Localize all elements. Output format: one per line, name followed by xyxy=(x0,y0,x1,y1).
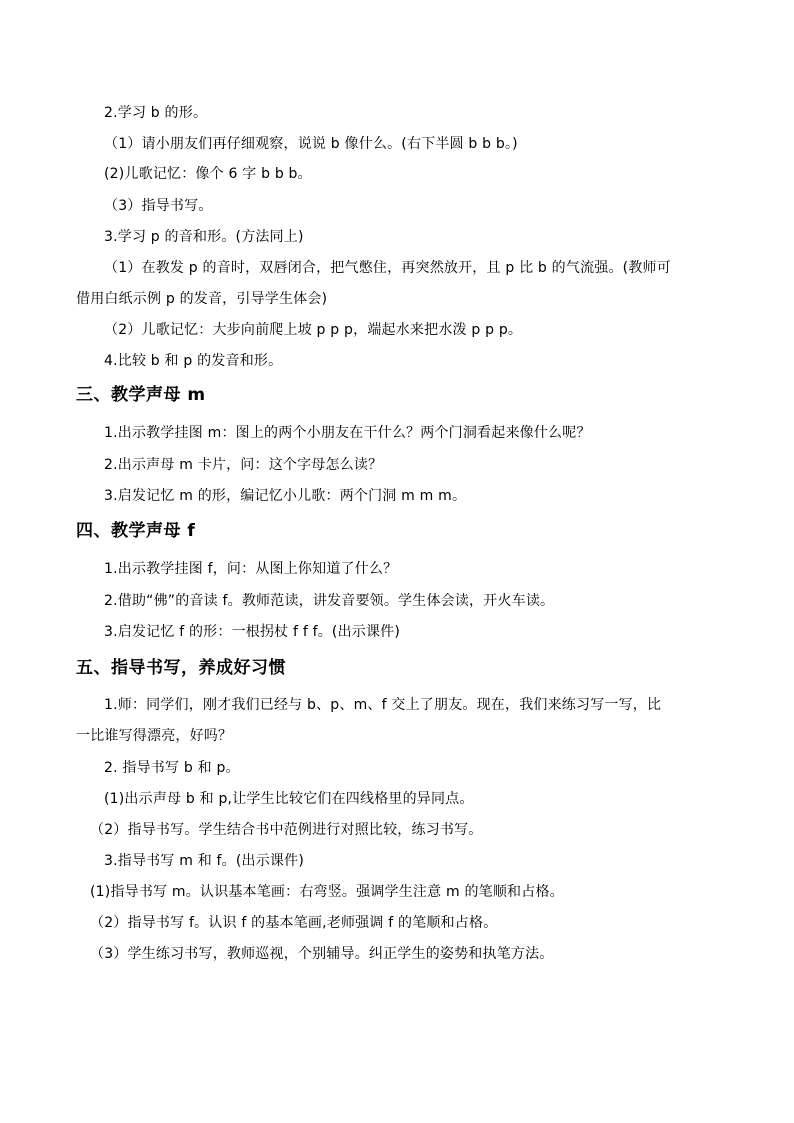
text-line: 借用白纸示例 p 的发音，引导学生体会) xyxy=(76,291,328,307)
text-line: 2.学习 b 的形。 xyxy=(104,105,208,121)
text-line: （2）指导书写 f。认识 f 的基本笔画,老师强调 f 的笔顺和占格。 xyxy=(90,915,498,931)
text-line: 一比谁写得漂亮，好吗？ xyxy=(76,728,233,744)
text-line: （2）指导书写。学生结合书中范例进行对照比较，练习书写。 xyxy=(90,822,483,838)
text-line: （3）学生练习书写，教师巡视，个别辅导。纠正学生的姿势和执笔方法。 xyxy=(90,946,554,962)
text-line: （3）指导书写。 xyxy=(104,198,213,214)
section-heading: 五、指导书写，养成好习惯 xyxy=(76,658,286,678)
section-heading: 三、教学声母 m xyxy=(76,385,206,405)
text-line: 3.启发记忆 f 的形：一根拐杖 f f f。(出示课件) xyxy=(104,624,401,640)
text-line: 1.出示教学挂图 m：图上的两个小朋友在干什么？两个门洞看起来像什么呢？ xyxy=(104,425,591,441)
text-line: （2）儿歌记忆：大步向前爬上坡 p p p，端起水来把水泼 p p p。 xyxy=(104,322,523,338)
text-line: 1.师：同学们，刚才我们已经与 b、p、m、f 交上了朋友。现在，我们来练习写一写，比 xyxy=(104,697,662,713)
text-line: (1)指导书写 m。认识基本笔画：右弯竖。强调学生注意 m 的笔顺和占格。 xyxy=(90,884,564,900)
text-line: 3.启发记忆 m 的形，编记忆小儿歌：两个门洞 m m m。 xyxy=(104,488,467,504)
text-line: (2)儿歌记忆：像个 6 字 b b b。 xyxy=(104,166,312,182)
text-line: 4.比较 b 和 p 的发音和形。 xyxy=(104,353,283,369)
text-line: 3.学习 p 的音和形。(方法同上) xyxy=(104,229,304,245)
text-line: （1）请小朋友们再仔细观察，说说 b 像什么。(右下半圆 b b b。) xyxy=(104,136,518,152)
text-line: 3.指导书写 m 和 f。(出示课件) xyxy=(104,853,304,869)
section-heading: 四、教学声母 f xyxy=(76,521,196,541)
text-line: (1)出示声母 b 和 p,让学生比较它们在四线格里的异同点。 xyxy=(104,791,474,807)
text-line: （1）在教发 p 的音时，双唇闭合，把气憋住，再突然放开，且 p 比 b 的气流强。(教师可 xyxy=(104,260,671,276)
text-line: 1.出示教学挂图 f，问：从图上你知道了什么？ xyxy=(104,561,398,577)
text-line: 2.出示声母 m 卡片，问：这个字母怎么读？ xyxy=(104,457,383,473)
text-line: 2. 指导书写 b 和 p。 xyxy=(104,760,240,776)
text-line: 2.借助“佛”的音读 f。教师范读，讲发音要领。学生体会读，开火车读。 xyxy=(104,593,555,609)
